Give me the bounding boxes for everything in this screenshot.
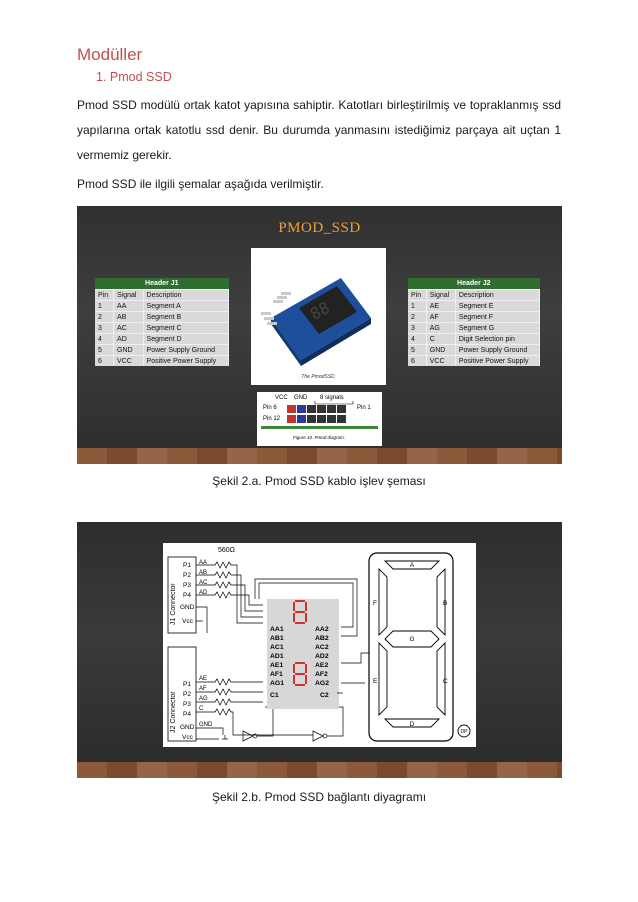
paragraph-1: Pmod SSD modülü ortak katot yapısına sahiptir. Katotları birleştirilmiş ve topraklanmış ssd yapılarına ortak katotlu ssd denir. Bu durumda yanmasını istediğimiz parçaya ait uçtan 1 vermemiz gerekir. [77, 98, 561, 162]
floor-decoration [77, 448, 562, 464]
table-cell: Power Supply Ground [455, 345, 539, 356]
figure-title: PMOD_SSD [278, 220, 361, 236]
signal-label: C [199, 706, 204, 712]
column-header: Description [143, 290, 228, 301]
table-cell: Segment G [455, 323, 539, 334]
j2-pin: P3 [183, 701, 191, 708]
table-cell: 5 [95, 345, 114, 356]
table-cell: Segment B [143, 312, 228, 323]
table-cell: Segment A [143, 301, 228, 312]
display-pin: AC2 [315, 644, 329, 651]
table-row [95, 334, 229, 345]
display-pin: AF1 [270, 671, 283, 678]
signal-label: AB [199, 570, 208, 576]
signal-label: AE [199, 676, 208, 682]
display-pin: AE2 [315, 662, 329, 669]
photo-caption: The PmodSSD [301, 374, 335, 380]
figure1-caption: Şekil 2.a. Pmod SSD kablo işlev şeması [212, 474, 426, 488]
table-row [95, 312, 229, 323]
j1-signal-labels [199, 560, 208, 596]
table-cell: Positive Power Supply [455, 356, 539, 367]
j1-pin: P2 [183, 572, 191, 579]
signal-label: GND [199, 722, 213, 728]
header-j1-title: Header J1 [95, 278, 229, 290]
display-pin: AE1 [270, 662, 284, 669]
column-header: Signal [114, 290, 144, 301]
display-pin: AB1 [270, 635, 284, 642]
j2-pins [180, 681, 195, 741]
signals-label: 8 signals [320, 395, 344, 401]
table-cell: AD [114, 334, 144, 345]
header-j2-title: Header J2 [408, 278, 540, 290]
j1-pin: P4 [183, 592, 191, 599]
header-j1-table [95, 278, 229, 366]
table-row [95, 323, 229, 334]
column-header: Signal [426, 290, 455, 301]
j2-pin: Vcc [182, 734, 193, 741]
segment-label: C [443, 678, 448, 685]
signal-label: AC [199, 580, 208, 586]
figure-pmod-ssd-pinout [77, 206, 562, 464]
j1-pins [180, 562, 195, 625]
table-cell: Segment F [455, 312, 539, 323]
table-row [408, 345, 540, 356]
table-row [408, 334, 540, 345]
table-cell: AG [426, 323, 455, 334]
table-cell: 6 [95, 356, 114, 367]
table-cell: 1 [408, 301, 426, 312]
j2-connector-label: J2 Connector [170, 691, 177, 733]
display-pin: AD1 [270, 653, 284, 660]
display-pin: AG1 [270, 680, 284, 687]
table-cell: Power Supply Ground [143, 345, 228, 356]
table-row [95, 356, 229, 367]
subsection-heading: 1. Pmod SSD [96, 70, 172, 84]
table-cell: C [426, 334, 455, 345]
table-cell: GND [426, 345, 455, 356]
table-cell: 3 [408, 323, 426, 334]
table-cell: Segment E [455, 301, 539, 312]
table-cell: AE [426, 301, 455, 312]
table-cell: VCC [114, 356, 144, 367]
j1-pin: Vcc [182, 618, 193, 625]
display-pin: AG2 [315, 680, 329, 687]
table-cell: 2 [408, 312, 426, 323]
pin1-label: Pin 1 [357, 405, 371, 411]
signal-label: AD [199, 590, 208, 596]
svg-text:88: 88 [307, 297, 333, 324]
j2-pin: P4 [183, 711, 191, 718]
table-cell: Segment D [143, 334, 228, 345]
segment-label: E [373, 678, 378, 685]
gnd-label: GND [294, 395, 308, 401]
table-cell: Segment C [143, 323, 228, 334]
floor-decoration [77, 762, 562, 778]
table-cell: AF [426, 312, 455, 323]
vcc-label: VCC [275, 395, 288, 401]
paragraph-2: Pmod SSD ile ilgili şemalar aşağıda verilmiştir. [77, 177, 324, 191]
table-row [408, 312, 540, 323]
display-pin: AB2 [315, 635, 329, 642]
table-cell: AC [114, 323, 144, 334]
section-heading: Modüller [77, 45, 143, 64]
table-cell: 1 [95, 301, 114, 312]
j2-pin: GND [180, 724, 195, 731]
signal-label: AG [199, 696, 208, 702]
table-cell: GND [114, 345, 144, 356]
display-pin: AD2 [315, 653, 329, 660]
display-pin: C2 [320, 692, 329, 699]
j1-pin: GND [180, 604, 195, 611]
display-pin: C1 [270, 692, 279, 699]
display-pin: AA1 [270, 626, 284, 633]
pin-diagram [257, 392, 382, 446]
pin-diagram-caption: Figure 10. Pmod diagram. [292, 435, 346, 440]
table-cell: 2 [95, 312, 114, 323]
segment-label: A [409, 562, 415, 569]
table-cell: Digit Selection pin [455, 334, 539, 345]
segment-label-dp: DP [460, 729, 468, 735]
table-cell: 4 [408, 334, 426, 345]
j2-pin: P2 [183, 691, 191, 698]
segment-label: D [409, 721, 415, 728]
display-pin: AC1 [270, 644, 284, 651]
table-cell: 3 [95, 323, 114, 334]
table-cell: 5 [408, 345, 426, 356]
j1-pin: P3 [183, 582, 191, 589]
column-header: Description [455, 290, 539, 301]
schematic [163, 543, 476, 747]
pin6-label: Pin 6 [263, 405, 277, 411]
signal-label: AF [199, 686, 207, 692]
j1-connector-label: J1 Connector [170, 583, 177, 625]
table-row [95, 301, 229, 312]
display-pin: AA2 [315, 626, 329, 633]
table-cell: 4 [95, 334, 114, 345]
header-j2-table [408, 278, 540, 366]
resistor-label: 560Ω [218, 547, 235, 554]
table-cell: 6 [408, 356, 426, 367]
signal-label: AA [199, 560, 208, 566]
table-row [95, 345, 229, 356]
figure-pmod-ssd-schematic [77, 522, 562, 778]
display-pin: AF2 [315, 671, 328, 678]
table-row [408, 356, 540, 367]
pin12-label: Pin 12 [263, 416, 281, 422]
segment-diagram [369, 553, 470, 741]
table-cell: AB [114, 312, 144, 323]
table-row [408, 323, 540, 334]
pmod-photo [251, 248, 386, 385]
segment-label: G [409, 636, 415, 643]
j2-pin: P1 [183, 681, 191, 688]
segment-label: B [443, 600, 448, 607]
table-cell: AA [114, 301, 144, 312]
column-header: Pin [95, 290, 114, 301]
table-cell: Positive Power Supply [143, 356, 228, 367]
table-row [408, 301, 540, 312]
table-cell: VCC [426, 356, 455, 367]
column-header: Pin [408, 290, 426, 301]
j1-pin: P1 [183, 562, 191, 569]
figure2-caption: Şekil 2.b. Pmod SSD bağlantı diyagramı [211, 790, 427, 804]
segment-label: F [373, 600, 377, 607]
